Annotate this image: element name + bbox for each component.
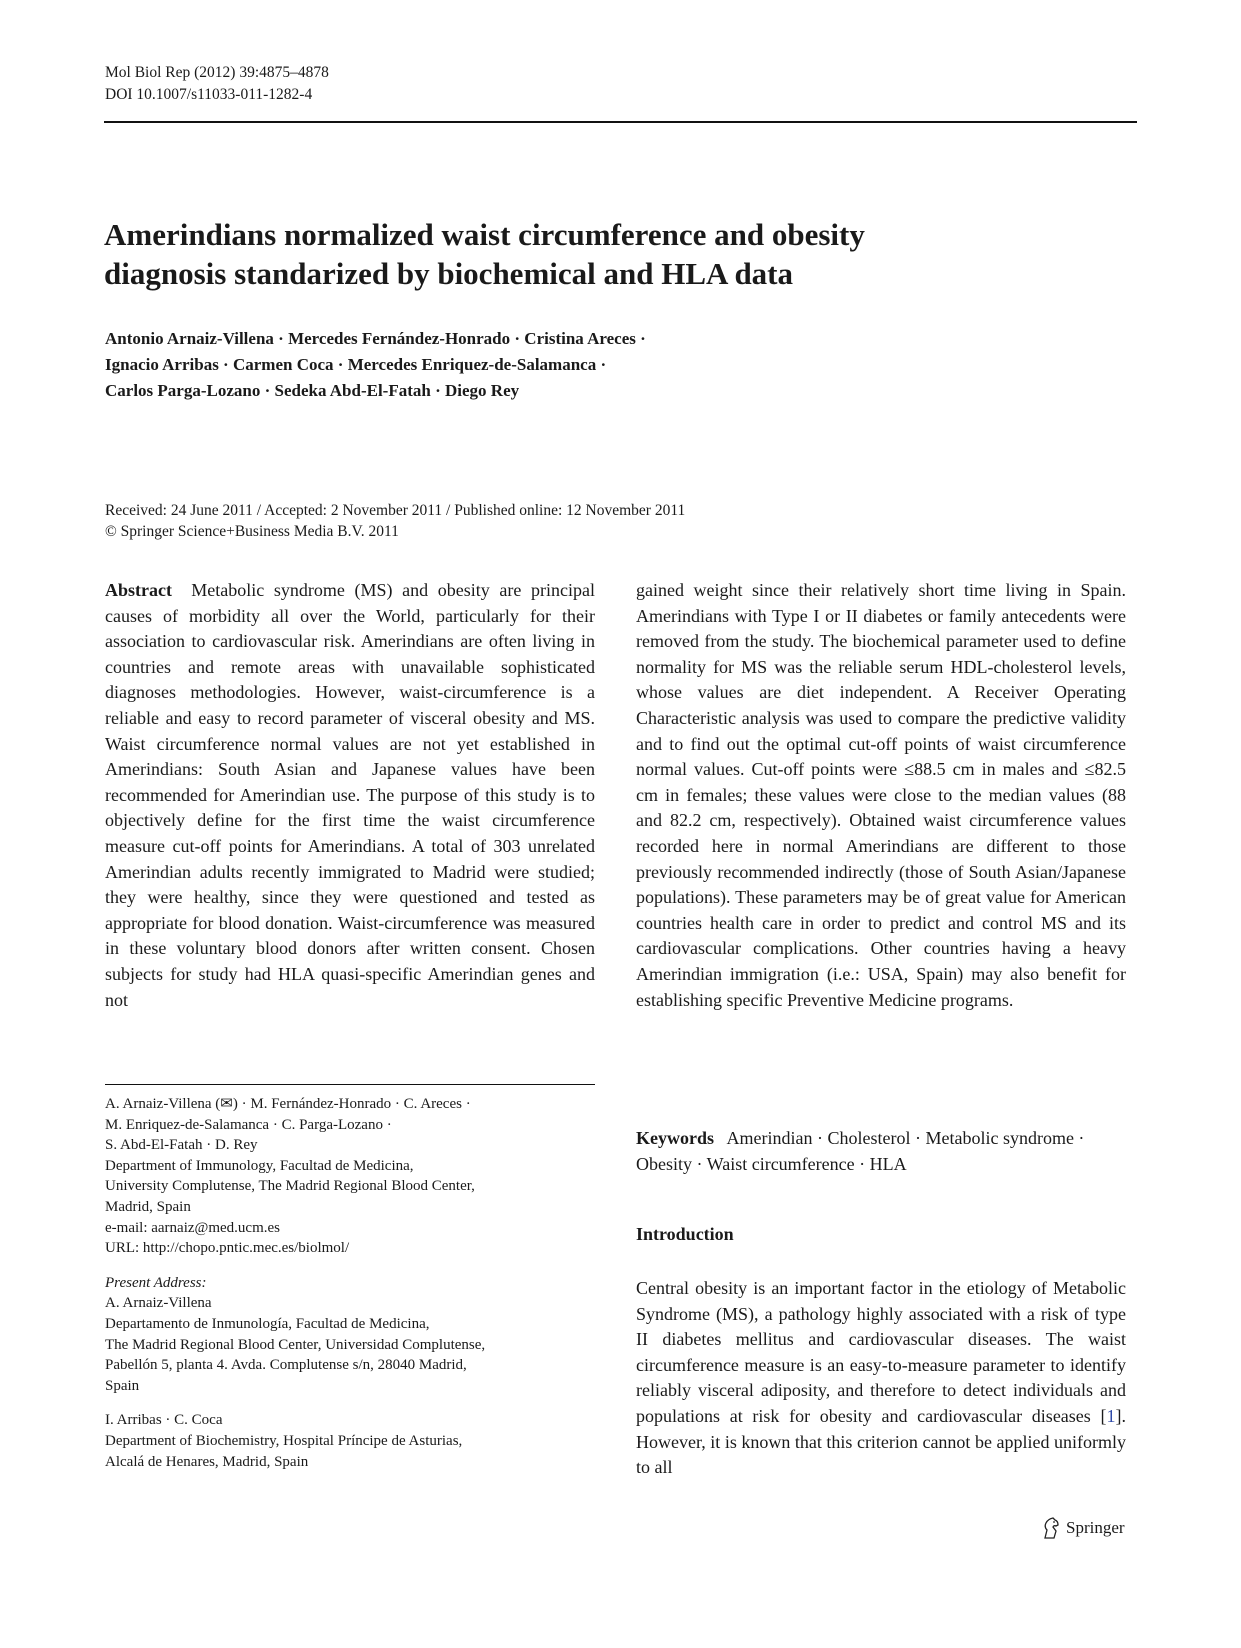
email-link[interactable]: e-mail: aarnaiz@med.ucm.es bbox=[105, 1219, 280, 1236]
present-address-label: Present Address: bbox=[105, 1274, 207, 1291]
affil-line: A. Arnaiz-Villena (✉) · M. Fernández-Honrado · C. Areces · bbox=[105, 1096, 471, 1112]
abstract-text-left: Metabolic syndrome (MS) and obesity are principal causes of morbidity all over the World, particularly for their association to cardiovascular risk. Amerindians are often living in countries and remote areas with unavailable sophisticated diagnoses methodologies. However, waist-circumference is a reliable and easy to record parameter of visceral obesity and MS. Waist circumference normal values are not yet established in Amerindians: South Asian and Japanese values have been recommended for Amerindian use. The purpose of this study is to objectively define for the first time the waist circumference measure cut-off points for Amerindians. A total of 303 unrelated Amerindian adults recently immigrated to Madrid were studied; they were healthy, since they were questioned and tested as appropriate for blood donation. Waist-circumference was measured in these voluntary blood donors after written consent. Chosen subjects for study had HLA quasi-specific Amerindian genes and not bbox=[105, 580, 595, 1010]
paper-title bbox=[104, 215, 1104, 293]
keywords-text: Amerindian · Cholesterol · Metabolic syndrome · Obesity · Waist circumference · HLA bbox=[636, 1128, 1085, 1174]
intro-text-before-ref: Central obesity is an important factor in the etiology of Metabolic Syndrome (MS), a pathology highly associated with a risk of type II diabetes mellitus and cardiovascular diseases. The waist circumference measure is an easy-to-measure parameter to identify reliably visceral adiposity, and therefore to detect individuals and populations at risk for obesity and cardiovascular diseases [ bbox=[636, 1278, 1126, 1426]
affil-line: Department of Immunology, Facultad de Medicina, bbox=[105, 1157, 414, 1174]
springer-horse-icon bbox=[1040, 1516, 1062, 1540]
copyright: © Springer Science+Business Media B.V. 2011 bbox=[105, 523, 399, 540]
affil-line: The Madrid Regional Blood Center, Universidad Complutense, bbox=[105, 1336, 486, 1353]
authors-line-2: Ignacio Arribas · Carmen Coca · Mercedes Enriquez-de-Salamanca · bbox=[105, 355, 607, 374]
authors-line-1: Antonio Arnaiz-Villena · Mercedes Fernández-Honrado · Cristina Areces · bbox=[105, 329, 646, 348]
reference-link[interactable]: 1 bbox=[1106, 1405, 1116, 1426]
keywords-label: Keywords bbox=[636, 1128, 714, 1148]
publication-dates bbox=[105, 500, 685, 542]
affil-line: Departamento de Inmunología, Facultad de Medicina, bbox=[105, 1315, 430, 1332]
affil-line: I. Arribas · C. Coca bbox=[105, 1412, 223, 1429]
affil-line: A. Arnaiz-Villena bbox=[105, 1295, 212, 1312]
affil-line: Pabellón 5, planta 4. Avda. Complutense s/n, 28040 Madrid, bbox=[105, 1357, 467, 1374]
affil-line: Department of Biochemistry, Hospital Príncipe de Asturias, bbox=[105, 1432, 463, 1449]
title-line-1: Amerindians normalized waist circumference and obesity bbox=[104, 217, 865, 252]
authors-line-3: Carlos Parga-Lozano · Sedeka Abd-El-Fatah · Diego Rey bbox=[105, 381, 520, 400]
abstract-right-column bbox=[636, 578, 1126, 1013]
footnote-rule bbox=[105, 1084, 595, 1085]
introduction-text bbox=[636, 1276, 1126, 1481]
affiliations bbox=[105, 1094, 625, 1472]
journal-header bbox=[105, 62, 329, 106]
title-line-2: diagnosis standarized by biochemical and HLA data bbox=[104, 256, 794, 291]
doi[interactable]: DOI 10.1007/s11033-011-1282-4 bbox=[105, 86, 313, 103]
abstract-text-right: gained weight since their relatively short time living in Spain. Amerindians with Type I or II diabetes or family antecedents were removed from the study. The biochemical parameter used to define normality for MS was the reliable serum HDL-cholesterol levels, whose values are diet independent. A Receiver Operating Characteristic analysis was used to compare the predictive validity and to find out the optimal cut-off points of waist circumference normal values. Cut-off points were ≤88.5 cm in males and ≤82.5 cm in females; these values were close to the median values (88 and 82.2 cm, respectively). Obtained waist circumference values recorded here in normal Amerindians are different to those previously recommended indirectly (those of South Asian/Japanese populations). These parameters may be of great value for American countries health care in order to predict and control MS and its cardiovascular complications. Other countries having a heavy Amerindian immigration (i.e.: USA, Spain) may also benefit for establishing specific Preventive Medicine programs. bbox=[636, 580, 1126, 1010]
affil-line: M. Enriquez-de-Salamanca · C. Parga-Lozano · bbox=[105, 1116, 392, 1133]
abstract-left-column bbox=[105, 578, 595, 1013]
url-link[interactable]: URL: http://chopo.pntic.mec.es/biolmol/ bbox=[105, 1240, 350, 1257]
keywords bbox=[636, 1125, 1106, 1177]
journal-citation: Mol Biol Rep (2012) 39:4875–4878 bbox=[105, 64, 329, 81]
publisher-logo bbox=[1040, 1516, 1125, 1540]
affil-line: Alcalá de Henares, Madrid, Spain bbox=[105, 1453, 309, 1470]
affil-line: S. Abd-El-Fatah · D. Rey bbox=[105, 1137, 258, 1154]
header-rule bbox=[104, 121, 1137, 123]
introduction-heading: Introduction bbox=[636, 1224, 734, 1244]
affil-line: Spain bbox=[105, 1377, 140, 1394]
history-dates: Received: 24 June 2011 / Accepted: 2 November 2011 / Published online: 12 November 2011 bbox=[105, 502, 686, 519]
affil-line: Madrid, Spain bbox=[105, 1198, 191, 1215]
affil-line: University Complutense, The Madrid Regional Blood Center, bbox=[105, 1178, 475, 1195]
publisher-name: Springer bbox=[1066, 1518, 1125, 1537]
author-list bbox=[105, 326, 905, 404]
intro-text-after-ref: ]. However, it is known that this criterion cannot be applied uniformly to all bbox=[636, 1405, 1126, 1478]
abstract-label: Abstract bbox=[105, 580, 172, 600]
